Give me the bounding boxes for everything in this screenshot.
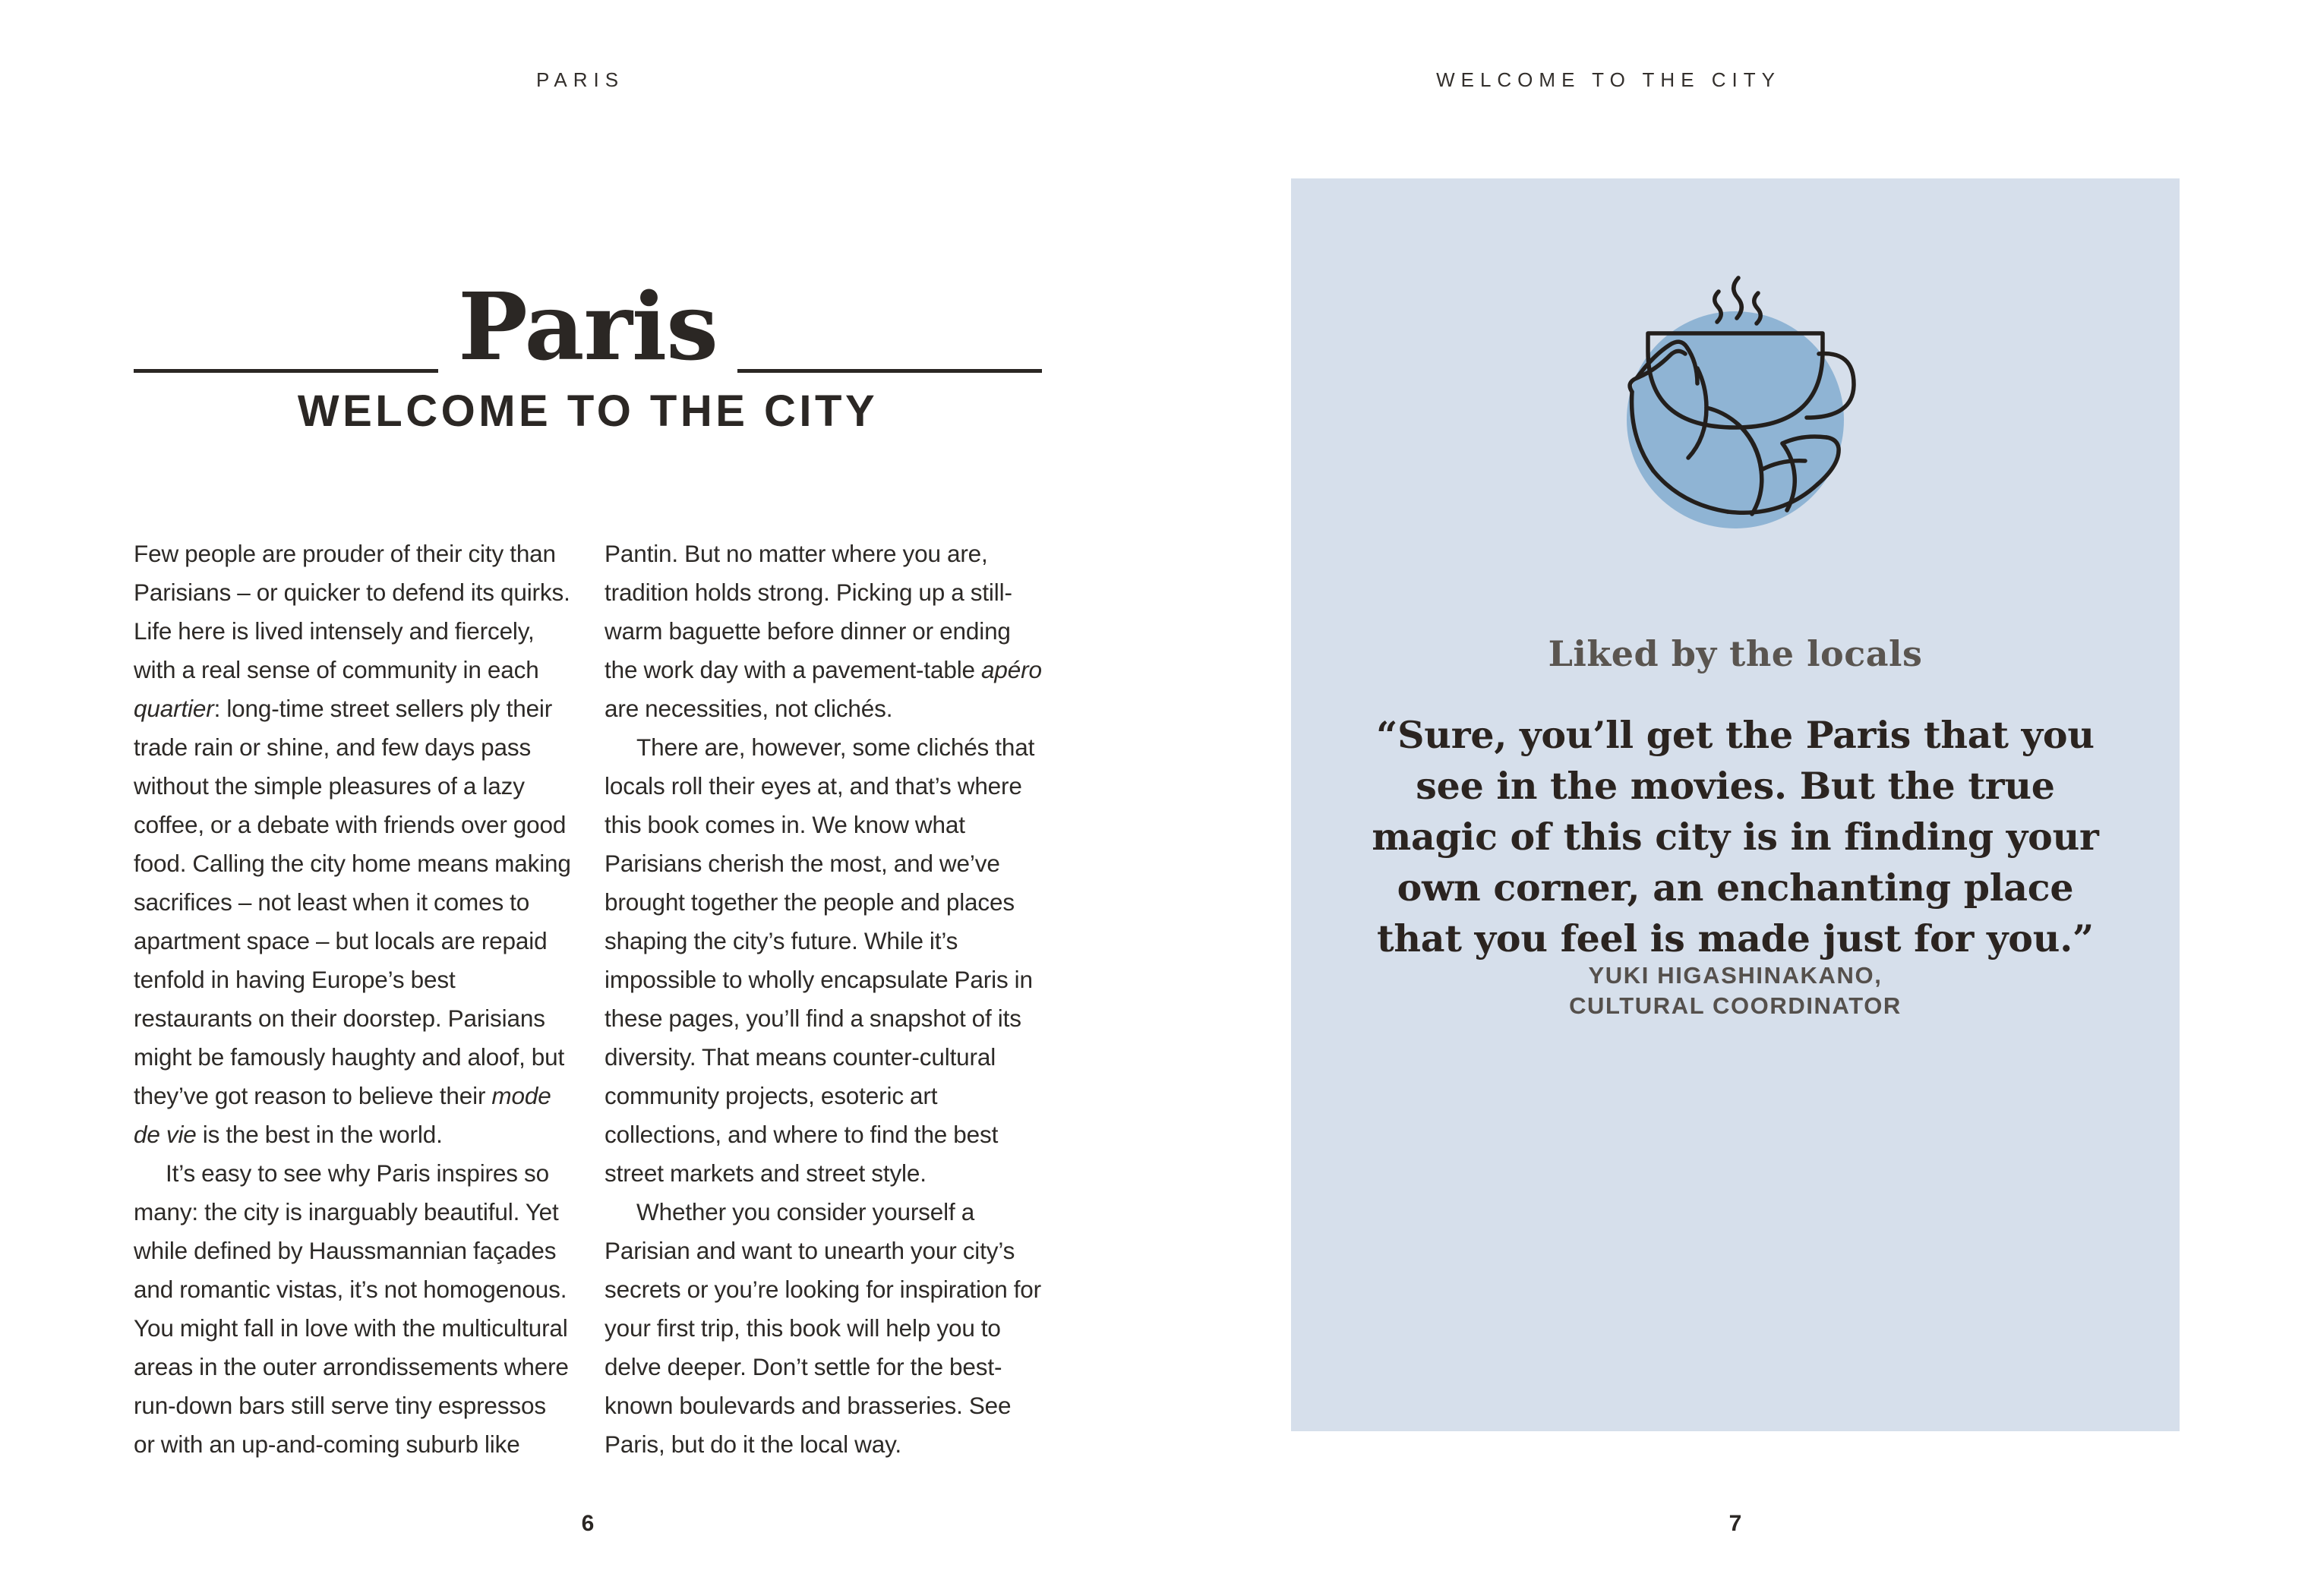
body-column-1 [134, 535, 571, 1464]
page-number-left: 6 [581, 1511, 595, 1536]
body-paragraph [605, 1193, 1042, 1464]
body-paragraph [134, 1154, 571, 1464]
running-head-right: WELCOME TO THE CITY [1436, 68, 1781, 91]
body-paragraph [605, 728, 1042, 1193]
italic-term: quartier [134, 695, 214, 722]
attribution-role: CULTURAL COORDINATOR [1569, 992, 1902, 1019]
body-text-run: is the best in the world. [196, 1121, 443, 1148]
body-text-run: : long-time street sellers ply their trade rain or shine, and few days pass without the simple pleasures of a lazy coffee, or a debate with friends over good food. Calling the city home means making sacrifices – not least when it comes to apartment space – but locals are repaid tenfold in having Europe’s best restaurants on their doorstep. Parisians might be famously haughty and aloof, but they’ve got reason to believe their [134, 695, 571, 1109]
attribution-name: YUKI HIGASHINAKANO, [1588, 962, 1883, 989]
page-subtitle: WELCOME TO THE CITY [297, 386, 879, 436]
body-text-run: Whether you consider yourself a Parisian and want to unearth your city’s secrets or you’re looking for inspiration for your first trip, this book will help you to delve deeper. Don’t settle for the best-known boulevards and brasseries. See Paris, but do it the local way. [605, 1198, 1042, 1458]
title-block [134, 272, 1042, 469]
feature-panel [1291, 178, 2180, 1431]
italic-term: mode de vie [134, 1082, 551, 1148]
left-page [134, 0, 1042, 1596]
page-number-right: 7 [1728, 1511, 1742, 1536]
body-text-run: Pantin. But no matter where you are, tradition holds strong. Picking up a still-warm baguette before dinner or ending the work day with a pavement-table [605, 540, 1012, 683]
pull-quote: “Sure, you’ll get the Paris that you see in the movies. But the true magic of this city is in finding your own corner, an enchanting place that you feel is made just for you.” [1372, 713, 2099, 960]
page-title-text: Paris [438, 279, 737, 374]
italic-term: apéro [981, 656, 1042, 683]
body-text-run: are necessities, not clichés. [605, 695, 893, 722]
body-column-2 [605, 535, 1042, 1464]
coffee-cup-and-croissant-illustration [1291, 251, 2180, 562]
body-paragraph [605, 535, 1042, 728]
quote-attribution [1291, 960, 2180, 1021]
body-text-run: Few people are prouder of their city than Parisians – or quicker to defend its quirks. Life here is lived intensely and fiercely, with a real sense of community in each [134, 540, 570, 683]
body-paragraph [134, 535, 571, 1154]
running-head-left: PARIS [536, 68, 625, 91]
title-rule-wrapper [134, 272, 1042, 386]
body-text-run: It’s easy to see why Paris inspires so many: the city is inarguably beautiful. Yet while defined by Haussmannian façades and romantic vistas, it’s not homogenous. You might fall in love with the multicultural areas in the outer arrondissements where run-down bars still serve tiny espressos or with an up-and-coming suburb like [134, 1159, 569, 1458]
body-columns [134, 535, 1042, 1464]
page-title [134, 272, 1042, 381]
body-text-run: There are, however, some clichés that locals roll their eyes at, and that’s where this book comes in. We know what Parisians cherish the most, and we’ve brought together the people and places shaping the city’s future. While it’s impossible to wholly encapsulate Paris in these pages, you’ll find a snapshot of its diversity. That means counter-cultural community projects, esoteric art collections, and where to find the best street markets and street style. [605, 733, 1035, 1187]
panel-kicker: Liked by the locals [1548, 633, 1923, 674]
